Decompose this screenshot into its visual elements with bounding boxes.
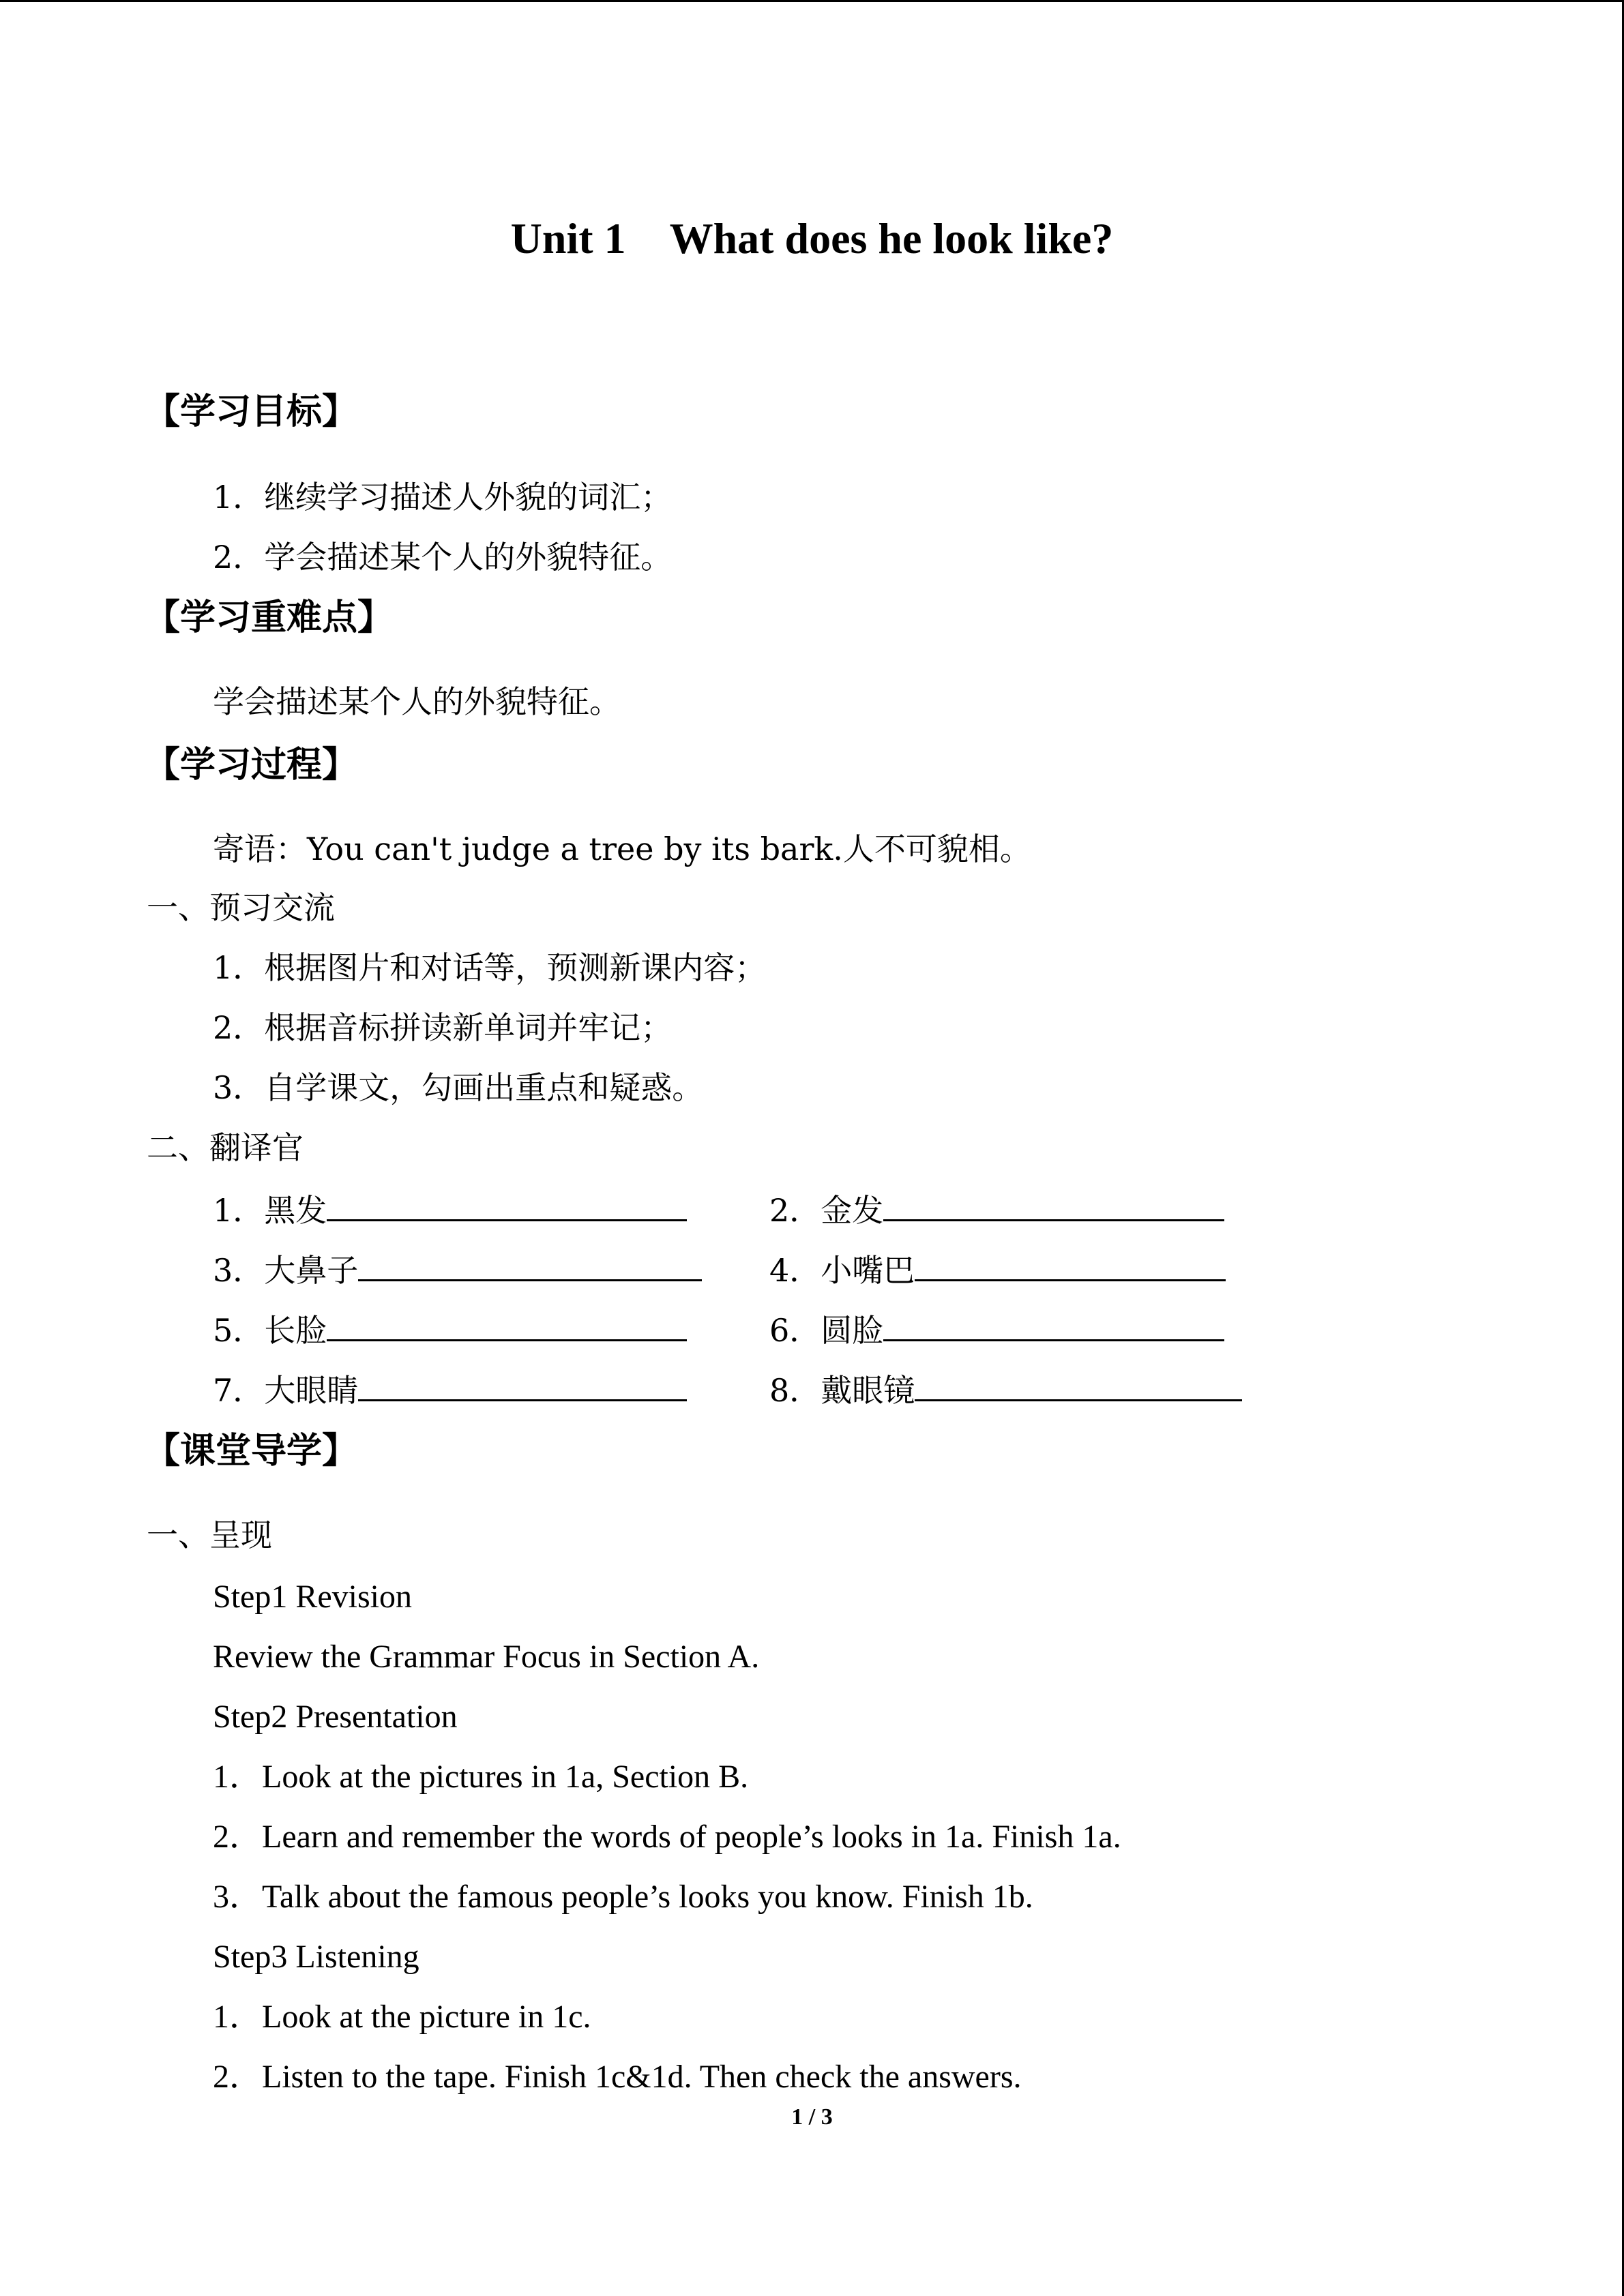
- answer-blank[interactable]: [358, 1252, 702, 1281]
- step2-item: 1．Look at the pictures in 1a, Section B.: [213, 1759, 749, 1795]
- translate-item: 1．黑发: [213, 1192, 687, 1226]
- step3-label: Step3 Listening: [213, 1939, 419, 1975]
- step1-label: Step1 Revision: [213, 1579, 413, 1615]
- translate-title: 二、翻译官: [147, 1129, 304, 1166]
- process-heading: 【学习过程】: [145, 744, 358, 786]
- step3-item: 1．Look at the picture in 1c.: [213, 1999, 591, 2035]
- present-title: 一、呈现: [147, 1517, 272, 1553]
- preview-item: 2．根据音标拼读新单词并牢记；: [213, 1009, 673, 1046]
- translate-item: 7．大眼睛: [213, 1372, 687, 1406]
- translate-item: 2．金发: [769, 1192, 1224, 1226]
- translate-item: 4．小嘴巴: [769, 1252, 1226, 1286]
- step2-item: 2．Learn and remember the words of people’s looks in 1a. Finish 1a.: [213, 1819, 1121, 1855]
- goal-item: 1．继续学习描述人外貌的词汇；: [213, 479, 673, 516]
- answer-blank[interactable]: [883, 1312, 1224, 1341]
- preview-title: 一、预习交流: [147, 889, 335, 926]
- answer-blank[interactable]: [915, 1372, 1242, 1401]
- translate-item: 3．大鼻子: [213, 1252, 702, 1286]
- preview-item: 1．根据图片和对话等，预测新课内容；: [213, 949, 767, 986]
- goal-item: 2．学会描述某个人的外貌特征。: [213, 539, 673, 576]
- answer-blank[interactable]: [327, 1192, 687, 1221]
- key-points-heading: 【学习重难点】: [145, 597, 394, 638]
- goals-heading: 【学习目标】: [145, 391, 358, 432]
- answer-blank[interactable]: [327, 1312, 687, 1341]
- classroom-heading: 【课堂导学】: [145, 1430, 358, 1472]
- answer-blank[interactable]: [883, 1192, 1224, 1221]
- page-number: 1 / 3: [791, 2104, 833, 2130]
- translate-item: 8．戴眼镜: [769, 1372, 1242, 1406]
- preview-item: 3．自学课文，勾画出重点和疑惑。: [213, 1069, 704, 1106]
- step1-text: Review the Grammar Focus in Section A.: [213, 1639, 760, 1675]
- step3-item: 2．Listen to the tape. Finish 1c&1d. Then check the answers.: [213, 2059, 1022, 2095]
- page-title: Unit 1 What does he look like?: [510, 214, 1114, 263]
- step2-label: Step2 Presentation: [213, 1699, 458, 1735]
- answer-blank[interactable]: [358, 1372, 687, 1401]
- key-points-text: 学会描述某个人的外貌特征。: [213, 683, 621, 720]
- motto: 寄语：You can't judge a tree by its bark.人不可貌相。: [213, 831, 1031, 867]
- page-top-border: [0, 0, 1624, 2]
- translate-item: 5．长脸: [213, 1312, 687, 1346]
- step2-item: 3．Talk about the famous people’s looks you know. Finish 1b.: [213, 1879, 1033, 1915]
- translate-item: 6．圆脸: [769, 1312, 1224, 1346]
- answer-blank[interactable]: [915, 1252, 1226, 1281]
